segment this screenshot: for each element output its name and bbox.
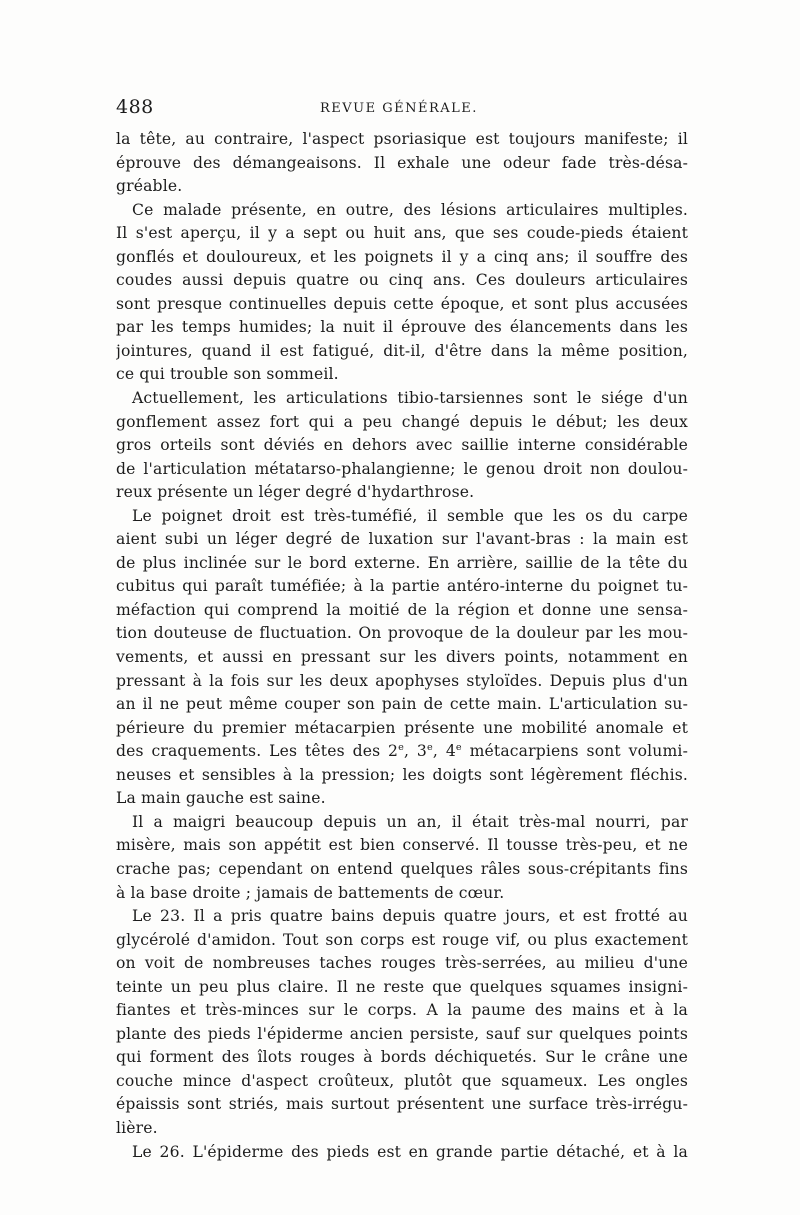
text-line: crache pas; cependant on entend quelques râles sous-crépitants fins	[116, 859, 688, 878]
text-line: sont presque continuelles depuis cette époque, et sont plus accusées	[116, 294, 688, 313]
text-line: jointures, quand il est fatigué, dit-il, d'être dans la même position,	[116, 341, 688, 360]
text-line: tion douteuse de fluctuation. On provoque de la douleur par les mou-	[116, 624, 688, 643]
text-line: de l'articulation métatarso-phalangienne; le genou droit non doulou-	[116, 459, 688, 478]
line-segment: métacarpiens sont volumi-	[461, 742, 688, 761]
text-line: à la base droite ; jamais de battements de cœur.	[116, 883, 505, 902]
text-line: vements, et aussi en pressant sur les divers points, notamment en	[116, 648, 688, 667]
page-header	[116, 96, 688, 122]
text-line: ce qui trouble son sommeil.	[116, 365, 339, 384]
text-line: gonflement assez fort qui a peu changé depuis le début; les deux	[116, 412, 688, 431]
text-line: aient subi un léger degré de luxation sur l'avant-bras : la main est	[116, 530, 688, 549]
text-line: coudes aussi depuis quatre ou cinq ans. Ces douleurs articulaires	[116, 271, 688, 290]
text-line: fiantes et très-minces sur le corps. A la paume des mains et à la	[116, 1001, 688, 1020]
text-line: par les temps humides; la nuit il éprouve des élancements dans les	[116, 318, 688, 337]
text-line: gonflés et douloureux, et les poignets il y a cinq ans; il souffre des	[116, 247, 688, 266]
line-segment: des craquements. Les têtes des 2	[116, 742, 399, 761]
text-line: couche mince d'aspect croûteux, plutôt que squameux. Les ongles	[116, 1071, 688, 1090]
superscript: e	[398, 742, 404, 754]
text-line: Le poignet droit est très-tuméfié, il semble que les os du carpe	[132, 506, 688, 525]
text-line: gréable.	[116, 177, 183, 196]
text-line: de plus inclinée sur le bord externe. En arrière, saillie de la tête du	[116, 553, 688, 572]
text-line: qui forment des îlots rouges à bords déchiquetés. Sur le crâne une	[116, 1048, 688, 1067]
text-line-with-superscripts	[116, 740, 688, 764]
text-line: méfaction qui comprend la moitié de la région et donne une sensa-	[116, 600, 688, 619]
text-line: lière.	[116, 1118, 158, 1137]
text-line: la tête, au contraire, l'aspect psoriasique est toujours manifeste; il	[116, 130, 688, 148]
running-head: REVUE GÉNÉRALE.	[320, 101, 478, 116]
text-line: plante des pieds l'épiderme ancien persiste, sauf sur quelques points	[116, 1024, 688, 1043]
text-line: Ce malade présente, en outre, des lésions articulaires multiples.	[132, 200, 688, 219]
text-line: Le 23. Il a pris quatre bains depuis quatre jours, et est frotté au	[132, 907, 688, 926]
line-segment: , 3	[404, 742, 428, 761]
page-number: 488	[116, 96, 154, 118]
text-line: Il s'est aperçu, il y a sept ou huit ans, que ses coude-pieds étaient	[116, 224, 688, 243]
text-line: La main gauche est saine.	[116, 789, 326, 808]
text-line: gros orteils sont déviés en dehors avec saillie interne considérable	[116, 436, 688, 455]
text-line: on voit de nombreuses taches rouges très-serrées, au milieu d'une	[116, 954, 688, 973]
text-line: pressant à la fois sur les deux apophyses styloïdes. Depuis plus d'un	[116, 671, 688, 690]
text-line: Le 26. L'épiderme des pieds est en grande partie détaché, et à la	[132, 1142, 688, 1161]
text-line: cubitus qui paraît tuméfiée; à la partie antéro-interne du poignet tu-	[116, 577, 688, 596]
text-line: périeure du premier métacarpien présente une mobilité anomale et	[116, 718, 688, 737]
superscript: e	[455, 742, 462, 754]
text-line: Il a maigri beaucoup depuis un an, il était très-mal nourri, par	[132, 812, 688, 831]
text-line: misère, mais son appétit est bien conservé. Il tousse très-peu, et ne	[116, 836, 688, 855]
text-line: épaissis sont striés, mais surtout présentent une surface très-irrégu-	[116, 1095, 688, 1114]
text-line: Actuellement, les articulations tibio-tarsiennes sont le siége d'un	[132, 389, 688, 408]
text-line: reux présente un léger degré d'hydarthrose.	[116, 483, 475, 502]
text-line: neuses et sensibles à la pression; les doigts sont légèrement fléchis.	[116, 765, 688, 784]
text-line: teinte un peu plus claire. Il ne reste que quelques squames insigni-	[116, 977, 688, 996]
text-line: glycérolé d'amidon. Tout son corps est rouge vif, ou plus exactement	[116, 930, 688, 949]
text-line: an il ne peut même couper son pain de cette main. L'articulation su-	[116, 695, 688, 714]
line-segment: , 4	[432, 742, 456, 761]
text-line: éprouve des démangeaisons. Il exhale une odeur fade très-désa-	[116, 153, 688, 172]
superscript: e	[427, 742, 433, 754]
body-text	[116, 128, 688, 1164]
